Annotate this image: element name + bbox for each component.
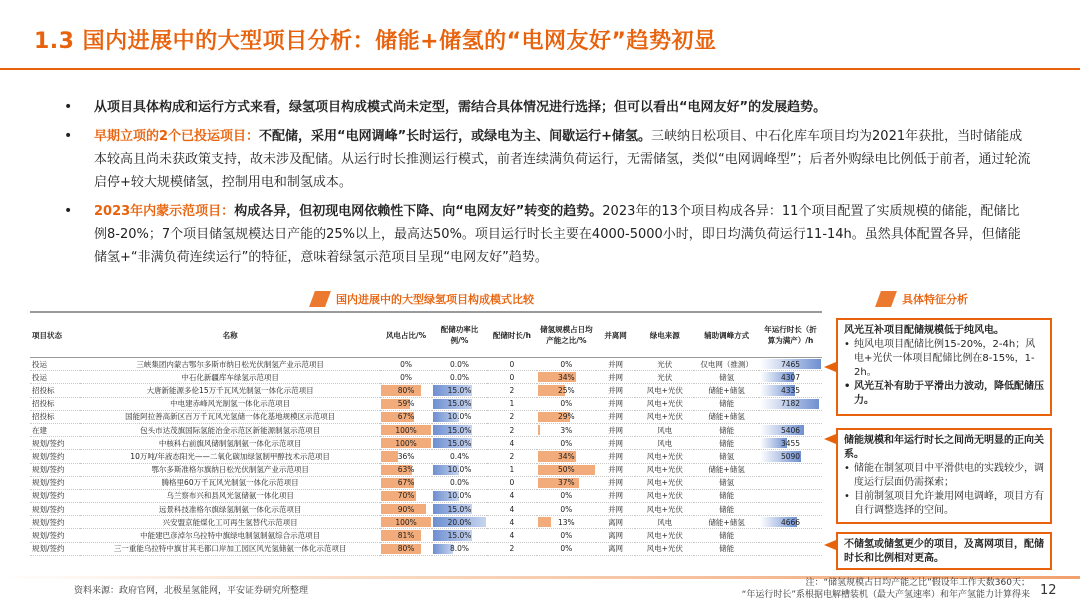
table-row <box>30 476 822 489</box>
cell-runtime <box>759 397 822 410</box>
bullet-list <box>62 96 1032 275</box>
project-table <box>30 311 822 556</box>
cell-wind-text: 0% <box>400 359 413 369</box>
bullet-text: 2023年的13个项目构成各异：11个项目配置了实质规模的储能，配储比例8-20%；7个项目储氢规模达日产能的25%以上，最高达50%。项目运行时长主要在4000-5000小时，即日均满负荷运行11-14h。虽然具体配置各异，但储能储氢+“非满负荷连续运行”的特征，意味着绿氢示范项目呈现“电网友好”趋势。 <box>94 204 1021 265</box>
table-row <box>30 503 822 516</box>
cell-storage-pct-text: 0.0% <box>449 478 470 488</box>
cell-storage-hours: 4 <box>487 503 537 516</box>
table-row <box>30 371 822 384</box>
cell-h2-ratio <box>537 371 596 384</box>
bullet-dot-icon: • <box>64 99 73 115</box>
table-row <box>30 437 822 450</box>
footnote-line: 注：“储氢规模占日均产能之比”假设年工作天数360天； <box>805 578 1030 588</box>
cell-h2-ratio-text: 3% <box>560 425 573 435</box>
cell-status: 规划/签约 <box>30 489 80 502</box>
bullet-bold: 不配储，采用“电网调峰”长时运行，或绿电为主、间歇运行+储氢。 <box>259 129 652 144</box>
cell-storage-pct-text: 15.0% <box>447 504 472 514</box>
cell-h2-ratio <box>537 529 596 542</box>
cell-runtime <box>759 476 822 489</box>
cell-mode: 储能 <box>694 542 759 555</box>
cell-name: 10万吨/年液态阳光——二氧化碳加绿氢制甲醇技术示范项目 <box>80 450 380 463</box>
insight-item-text: 风光互补有助于平滑出力波动，降低配储压力。 <box>854 381 1044 406</box>
cell-wind-text: 0% <box>400 372 413 382</box>
cell-wind-text: 63% <box>397 465 415 475</box>
cell-storage-pct <box>432 529 486 542</box>
table-row <box>30 410 822 423</box>
cell-mode: 储能 <box>694 529 759 542</box>
cell-storage-pct-text: 0.4% <box>449 451 470 461</box>
cell-grid: 并网 <box>596 489 636 502</box>
cell-grid: 并网 <box>596 476 636 489</box>
cell-source: 风电+光伏 <box>635 542 694 555</box>
cell-source: 风电+光伏 <box>635 503 694 516</box>
cell-source: 光伏 <box>635 358 694 371</box>
cell-mode: 储能 <box>694 503 759 516</box>
title-divider <box>0 68 1080 70</box>
cell-grid: 离网 <box>596 529 636 542</box>
cell-storage-pct-text: 15.0% <box>447 385 472 395</box>
page-title: 1.3 国内进展中的大型项目分析：储能+储氢的“电网友好”趋势初显 <box>34 29 717 54</box>
bullet-bold: 构成各异，但初现电网依赖性下降、向“电网友好”转变的趋势。 <box>234 204 603 219</box>
table-row <box>30 516 822 529</box>
table-row <box>30 542 822 555</box>
cell-storage-hours: 0 <box>487 476 537 489</box>
cell-storage-hours: 4 <box>487 489 537 502</box>
cell-runtime-text: 4307 <box>780 372 801 382</box>
bullet-text: 三峡纳日松项目、中石化库车项目均为2021年获批，当时储能成本较高且尚未获政策支持，故未涉及配储。从运行时长推测运行模式，前者连续满负荷运行，无需储氢，类似“电网调峰型”；后者外购绿电比例低于前者，通过轮流启停+较大规模储氢，控制用电和制氢成本。 <box>94 129 1031 190</box>
cell-mode: 储氢 <box>694 450 759 463</box>
cell-h2-ratio-bar <box>538 517 551 527</box>
side-title <box>878 288 968 310</box>
table-header-row <box>30 312 822 358</box>
cell-status: 投运 <box>30 358 80 371</box>
cell-storage-hours: 2 <box>487 423 537 436</box>
cell-grid: 并网 <box>596 423 636 436</box>
cell-storage-hours: 4 <box>487 529 537 542</box>
cell-mode: 仅电网（推测） <box>694 358 759 371</box>
cell-runtime <box>759 437 822 450</box>
cell-source: 风电+光伏 <box>635 476 694 489</box>
cell-status: 招投标 <box>30 397 80 410</box>
cell-mode: 储氢 <box>694 371 759 384</box>
cell-wind-bar <box>381 451 398 461</box>
table-row <box>30 397 822 410</box>
cell-storage-pct <box>432 542 486 555</box>
footnote <box>700 577 1030 601</box>
cell-runtime <box>759 423 822 436</box>
cell-wind-text: 81% <box>397 531 415 541</box>
col-header-name: 名称 <box>80 312 380 358</box>
cell-source: 风电+光伏 <box>635 410 694 423</box>
cell-storage-hours: 4 <box>487 437 537 450</box>
cell-storage-pct-text: 15.0% <box>447 438 472 448</box>
cell-storage-pct <box>432 463 486 476</box>
table-row <box>30 384 822 397</box>
cell-source: 风电+光伏 <box>635 489 694 502</box>
cell-runtime-text: 3455 <box>780 438 801 448</box>
cell-h2-ratio-text: 25% <box>558 385 575 395</box>
cell-wind <box>380 476 432 489</box>
cell-name: 包头市达茂旗国际氢能冶金示范区新能源制氢示范项目 <box>80 423 380 436</box>
cell-runtime-text: 4335 <box>780 385 801 395</box>
cell-storage-pct <box>432 516 486 529</box>
bullet-item <box>62 200 1032 269</box>
cell-wind <box>380 542 432 555</box>
cell-wind-text: 36% <box>397 451 415 461</box>
cell-storage-hours: 2 <box>487 410 537 423</box>
cell-h2-ratio <box>537 476 596 489</box>
insight-head: 储能规模和年运行时长之间尚无明显的正向关系。 <box>844 435 1044 460</box>
bullet-dot-icon: • <box>844 339 850 350</box>
cell-source: 风电+光伏 <box>635 463 694 476</box>
cell-grid: 并网 <box>596 397 636 410</box>
cell-storage-hours: 2 <box>487 450 537 463</box>
cell-wind <box>380 423 432 436</box>
cell-source: 风电+光伏 <box>635 397 694 410</box>
cell-h2-ratio <box>537 542 596 555</box>
table-row <box>30 463 822 476</box>
cell-name: 兴安盟京能煤化工可再生氢替代示范项目 <box>80 516 380 529</box>
insight-item-text: 目前制氢项目允许兼用网电调峰，项目方有自行调整选择的空间。 <box>854 491 1044 516</box>
cell-source: 风电+光伏 <box>635 450 694 463</box>
cell-h2-ratio-text: 34% <box>558 372 575 382</box>
table-title <box>312 288 534 310</box>
col-header-source: 绿电来源 <box>635 312 694 358</box>
cell-wind-text: 70% <box>397 491 415 501</box>
cell-storage-pct <box>432 450 486 463</box>
page-number: 12 <box>1040 583 1057 598</box>
cell-status: 在建 <box>30 423 80 436</box>
cell-storage-pct-text: 15.0% <box>447 399 472 409</box>
col-header-storage-pct: 配储功率比例/% <box>432 312 486 358</box>
insight-item <box>844 462 1044 490</box>
cell-name: 乌兰察布兴和县风光氢储氨一体化项目 <box>80 489 380 502</box>
cell-h2-ratio <box>537 410 596 423</box>
cell-storage-pct-text: 0.0% <box>449 372 470 382</box>
cell-wind <box>380 371 432 384</box>
bullet-item <box>62 96 1032 119</box>
cell-storage-pct <box>432 358 486 371</box>
cell-wind <box>380 384 432 397</box>
cell-status: 规划/签约 <box>30 503 80 516</box>
cell-name: 国能阿拉善高新区百万千瓦风光氢储一体化基地规模区示范项目 <box>80 410 380 423</box>
cell-wind-text: 100% <box>395 425 417 435</box>
cell-wind-text: 100% <box>395 438 417 448</box>
bullet-dot-icon: • <box>844 491 850 502</box>
pointer-arrow-icon <box>824 362 836 372</box>
cell-storage-pct <box>432 397 486 410</box>
cell-storage-hours: 0 <box>487 358 537 371</box>
cell-h2-ratio <box>537 489 596 502</box>
cell-storage-pct-text: 8.0% <box>449 544 470 554</box>
col-header-storage-hours: 配储时长/h <box>487 312 537 358</box>
cell-h2-ratio-text: 37% <box>558 478 575 488</box>
cell-source: 风电 <box>635 423 694 436</box>
cell-storage-pct-text: 15.0% <box>447 531 472 541</box>
chevron-icon <box>875 291 897 307</box>
side-title-text: 具体特征分析 <box>902 293 968 306</box>
cell-storage-pct-text: 15.0% <box>447 425 472 435</box>
cell-h2-ratio <box>537 463 596 476</box>
cell-mode: 储能 <box>694 489 759 502</box>
cell-wind <box>380 437 432 450</box>
cell-runtime-text: 5090 <box>780 451 801 461</box>
pointer-arrow-icon <box>824 540 836 550</box>
cell-wind <box>380 516 432 529</box>
cell-h2-ratio-text: 0% <box>560 504 573 514</box>
cell-status: 规划/签约 <box>30 437 80 450</box>
cell-runtime-text: 7465 <box>780 359 801 369</box>
footnote-line: “年运行时长”系根据电解槽装机（最大产氢速率）和年产氢能力计算得来 <box>741 590 1030 600</box>
cell-storage-pct-text: 10.0% <box>447 412 472 422</box>
col-header-h2-ratio: 储氢规模占日均产能之比/% <box>537 312 596 358</box>
table-row <box>30 489 822 502</box>
cell-grid: 并网 <box>596 450 636 463</box>
cell-name: 中电建赤峰风光制氢一体化示范项目 <box>80 397 380 410</box>
cell-runtime <box>759 542 822 555</box>
cell-runtime <box>759 371 822 384</box>
cell-storage-hours: 2 <box>487 542 537 555</box>
cell-storage-pct <box>432 476 486 489</box>
source-note: 资料来源：政府官网，北极星氢能网，平安证券研究所整理 <box>74 586 309 596</box>
cell-wind-text: 90% <box>397 504 415 514</box>
cell-source: 风电+光伏 <box>635 384 694 397</box>
cell-status: 招投标 <box>30 410 80 423</box>
cell-wind-text: 67% <box>397 478 415 488</box>
cell-h2-ratio-bar <box>538 425 540 435</box>
cell-h2-ratio <box>537 450 596 463</box>
cell-mode: 储能+储氢 <box>694 384 759 397</box>
col-header-runtime: 年运行时长（折算为满产）/h <box>759 312 822 358</box>
cell-storage-pct-text: 10.0% <box>447 491 472 501</box>
cell-source: 风电+光伏 <box>635 529 694 542</box>
cell-grid: 并网 <box>596 410 636 423</box>
insight-box-1 <box>836 318 1052 416</box>
cell-status: 规划/签约 <box>30 542 80 555</box>
insight-head: 不储氢或储氢更少的项目，及离网项目，配储时长和比例相对更高。 <box>844 539 1044 564</box>
cell-source: 风电 <box>635 437 694 450</box>
cell-runtime <box>759 503 822 516</box>
cell-name: 远景科技准格尔旗绿氢制氨一体化示范项目 <box>80 503 380 516</box>
cell-mode: 储能+储氢 <box>694 410 759 423</box>
bullet-lead: 早期立项的2个已投运项目： <box>94 129 260 144</box>
cell-runtime <box>759 384 822 397</box>
cell-wind <box>380 503 432 516</box>
cell-status: 规划/签约 <box>30 476 80 489</box>
cell-mode: 储能 <box>694 437 759 450</box>
pointer-arrow-icon <box>824 434 836 444</box>
cell-status: 规划/签约 <box>30 529 80 542</box>
cell-grid: 并网 <box>596 463 636 476</box>
table-row <box>30 423 822 436</box>
insight-item-text: 储能在制氢项目中平滑供电的实践较少，调度运行层面仍需探索； <box>854 463 1044 488</box>
cell-wind <box>380 450 432 463</box>
cell-grid: 离网 <box>596 516 636 529</box>
cell-h2-ratio-text: 29% <box>558 412 575 422</box>
cell-wind-text: 67% <box>397 412 415 422</box>
cell-mode: 储能 <box>694 397 759 410</box>
cell-status: 规划/签约 <box>30 450 80 463</box>
bullet-dot-icon: • <box>844 463 850 474</box>
cell-grid: 并网 <box>596 503 636 516</box>
col-header-mode: 辅助调峰方式 <box>694 312 759 358</box>
bullet-lead: 2023年内蒙示范项目： <box>94 204 235 219</box>
cell-storage-pct <box>432 503 486 516</box>
cell-runtime <box>759 450 822 463</box>
cell-runtime <box>759 463 822 476</box>
cell-runtime <box>759 516 822 529</box>
cell-h2-ratio <box>537 397 596 410</box>
cell-status: 投运 <box>30 371 80 384</box>
cell-storage-hours: 1 <box>487 397 537 410</box>
col-header-grid: 并离网 <box>596 312 636 358</box>
cell-h2-ratio-text: 34% <box>558 451 575 461</box>
cell-name: 三一重能乌拉特中旗甘其毛都口岸加工园区风光氢储氨一体化示范项目 <box>80 542 380 555</box>
cell-mode: 储能 <box>694 423 759 436</box>
cell-storage-pct <box>432 423 486 436</box>
cell-wind <box>380 529 432 542</box>
cell-name: 中能建巴彦淖尔乌拉特中旗绿电制氢制氨综合示范项目 <box>80 529 380 542</box>
cell-h2-ratio-text: 0% <box>560 544 573 554</box>
cell-storage-pct <box>432 437 486 450</box>
cell-storage-pct <box>432 410 486 423</box>
bullet-dot-icon: • <box>64 203 73 219</box>
bullet-dot-icon: • <box>64 128 73 144</box>
table-title-text: 国内进展中的大型绿氢项目构成模式比较 <box>336 293 534 306</box>
cell-h2-ratio <box>537 503 596 516</box>
cell-wind <box>380 358 432 371</box>
cell-h2-ratio-text: 50% <box>558 465 575 475</box>
cell-wind <box>380 489 432 502</box>
chevron-icon <box>309 291 331 307</box>
cell-wind-text: 100% <box>395 517 417 527</box>
insight-item-text: 纯风电项目配储比例15-20%，2-4h；风电+光伏一体项目配储比例在8-15%，1-2h。 <box>854 339 1036 378</box>
insight-item <box>844 338 1044 380</box>
cell-mode: 储氢 <box>694 476 759 489</box>
cell-h2-ratio <box>537 358 596 371</box>
col-header-status: 项目状态 <box>30 312 80 358</box>
cell-h2-ratio <box>537 423 596 436</box>
cell-wind <box>380 410 432 423</box>
bullet-text: 从项目具体构成和运行方式来看，绿氢项目构成模式尚未定型，需结合具体情况进行选择；但可以看出“电网友好”的发展趋势。 <box>94 100 827 115</box>
cell-grid: 并网 <box>596 358 636 371</box>
insight-head: 风光互补项目配储规模低于纯风电。 <box>844 325 1004 336</box>
cell-h2-ratio-text: 0% <box>560 531 573 541</box>
table-row <box>30 450 822 463</box>
cell-status: 招投标 <box>30 384 80 397</box>
cell-storage-pct <box>432 384 486 397</box>
cell-runtime-text: 7182 <box>780 399 801 409</box>
insight-box-3 <box>836 532 1052 570</box>
cell-source: 光伏 <box>635 371 694 384</box>
cell-wind <box>380 397 432 410</box>
cell-storage-pct-text: 10.0% <box>447 465 472 475</box>
cell-name: 中核科右前旗风储制氢制氨一体化示范项目 <box>80 437 380 450</box>
cell-grid: 并网 <box>596 371 636 384</box>
cell-name: 腾格里60万千瓦风光制氢一体化示范项目 <box>80 476 380 489</box>
cell-h2-ratio <box>537 384 596 397</box>
cell-h2-ratio-text: 13% <box>558 517 575 527</box>
col-header-wind: 风电占比/% <box>380 312 432 358</box>
cell-runtime <box>759 358 822 371</box>
cell-status: 规划/签约 <box>30 516 80 529</box>
bullet-item <box>62 125 1032 194</box>
cell-wind-text: 80% <box>397 544 415 554</box>
cell-storage-hours: 0 <box>487 371 537 384</box>
bullet-dot-icon: • <box>844 381 851 392</box>
insight-item <box>844 380 1044 408</box>
cell-name: 三峡集团内蒙古鄂尔多斯市纳日松光伏制氢产业示范项目 <box>80 358 380 371</box>
cell-wind <box>380 463 432 476</box>
cell-storage-hours: 4 <box>487 516 537 529</box>
cell-wind-text: 59% <box>397 399 415 409</box>
cell-mode: 储能+储氢 <box>694 463 759 476</box>
insight-box-2 <box>836 428 1052 524</box>
cell-mode: 储能+储氢 <box>694 516 759 529</box>
cell-runtime <box>759 489 822 502</box>
insight-item <box>844 490 1044 518</box>
cell-storage-hours: 1 <box>487 463 537 476</box>
cell-source: 风电 <box>635 516 694 529</box>
cell-storage-pct <box>432 489 486 502</box>
cell-h2-ratio-text: 0% <box>560 359 573 369</box>
cell-name: 中石化新疆库车绿氢示范项目 <box>80 371 380 384</box>
cell-runtime-text: 5406 <box>780 425 801 435</box>
table-row <box>30 529 822 542</box>
cell-wind-text: 80% <box>397 385 415 395</box>
cell-runtime <box>759 529 822 542</box>
cell-name: 鄂尔多斯准格尔旗纳日松光伏制氢产业示范项目 <box>80 463 380 476</box>
cell-h2-ratio <box>537 516 596 529</box>
cell-runtime-text: 4666 <box>780 517 801 527</box>
cell-h2-ratio-text: 0% <box>560 399 573 409</box>
cell-runtime <box>759 410 822 423</box>
cell-storage-hours: 2 <box>487 384 537 397</box>
cell-h2-ratio <box>537 437 596 450</box>
cell-grid: 并网 <box>596 384 636 397</box>
cell-storage-pct-text: 0.0% <box>449 359 470 369</box>
cell-name: 大唐新能源多伦15万千瓦风光制氢一体化示范项目 <box>80 384 380 397</box>
cell-status: 规划/签约 <box>30 463 80 476</box>
cell-grid: 并网 <box>596 437 636 450</box>
cell-grid: 离网 <box>596 542 636 555</box>
cell-h2-ratio-text: 0% <box>560 438 573 448</box>
cell-storage-pct-text: 20.0% <box>447 517 472 527</box>
cell-storage-pct <box>432 371 486 384</box>
cell-h2-ratio-text: 0% <box>560 491 573 501</box>
table-row <box>30 358 822 371</box>
